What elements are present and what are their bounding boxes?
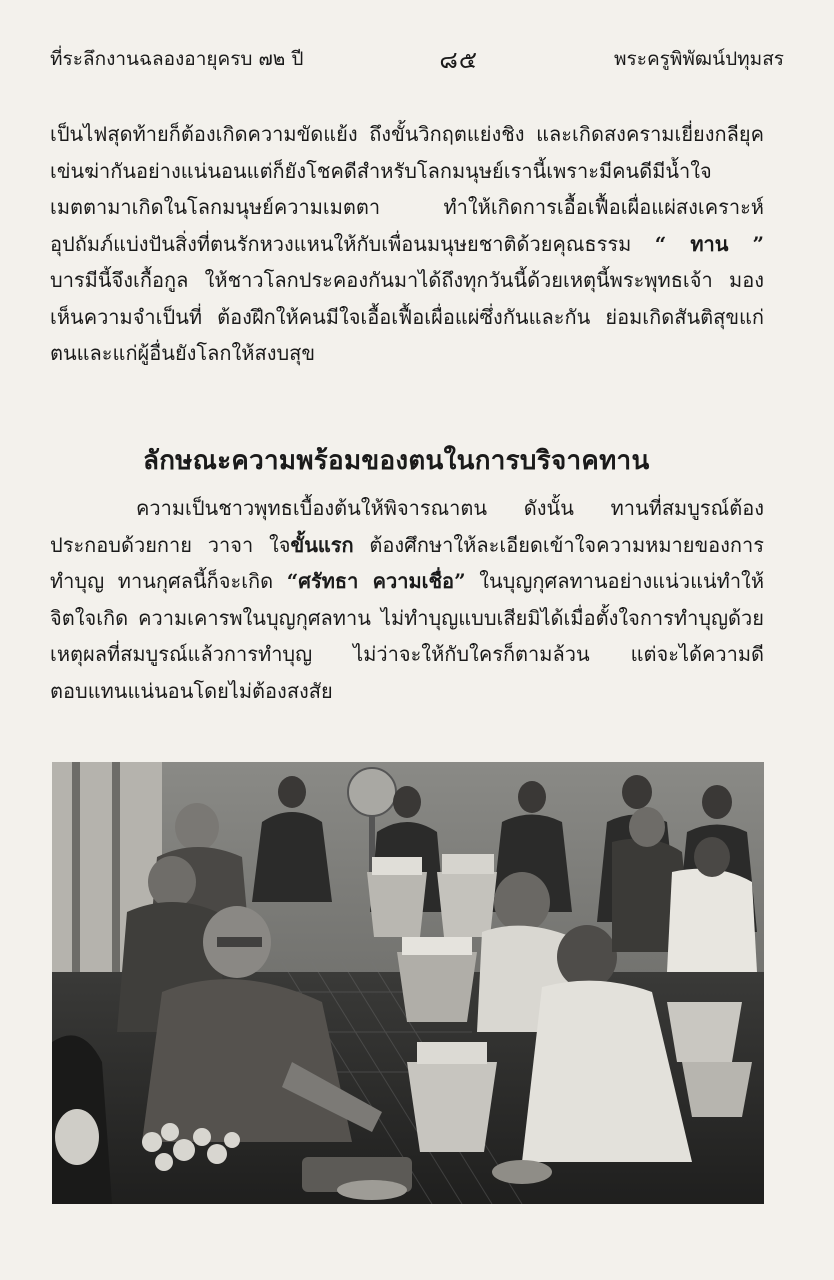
running-header: [50, 44, 784, 74]
paragraph-2-text-b: ต้องศึกษาให้ละเอียดเข้าใจความหมายของการทำบุญ ทานกุศลนี้ก็จะเกิด: [50, 532, 764, 593]
offering-ceremony-photo: [52, 762, 764, 1204]
header-left-title: ที่ระลึกงานฉลองอายุครบ ๗๒ ปี: [50, 48, 304, 70]
header-right-title: พระครูพิพัฒน์ปทุมสร: [614, 48, 784, 70]
paragraph-1-text-a: เป็นไฟสุดท้ายก็ต้องเกิดความขัดแย้ง ถึงขั้นวิกฤตแย่งชิง และเกิดสงครามเยี่ยงกลียุค เข่นฆ่ากันอย่างแน่นอนแต่ก็ยังโชคดีสำหรับโลกมนุษย์เรานี้เพราะมีคนดีมีน้ำใจเมตตามาเกิดในโลกมนุษย์ความเมตตา ทำให้เกิดการเอื้อเฟื้อเผื่อแผ่สงเคราะห์อุปถัมภ์แบ่งปันสิ่งที่ตนรักหวงแหนให้กับเพื่อนมนุษยชาติด้วยคุณธรรม: [50, 122, 764, 256]
paragraph-2-text-a: ความเป็นชาวพุทธเบื้องต้นให้พิจารณาตน ดังนั้น ทานที่สมบูรณ์ต้องประกอบด้วยกาย วาจา ใจ: [50, 496, 764, 557]
paragraph-1-bold-term: “ ทาน ”: [654, 231, 764, 256]
paragraph-1-text-b: บารมีนี้จึงเกื้อกูล ให้ชาวโลกประคองกันมาได้ถึงทุกวันนี้ด้วยเหตุนี้พระพุทธเจ้า มองเห็นความจำเป็นที่ ต้องฝึกให้คนมีใจเอื้อเฟื้อเผื่อแผ่ซึ่งกันและกัน ย่อมเกิดสันติสุขแก่ตนและแก่ผู้อื่นยังโลกให้สงบสุข: [50, 268, 764, 365]
paragraph-2-bold-faith: “ศรัทธา ความเชื่อ”: [286, 569, 466, 593]
section-heading: ลักษณะความพร้อมของตนในการบริจาคทาน: [143, 446, 650, 476]
paragraph-2-bold-first-step: ขั้นแรก: [290, 532, 354, 557]
paragraph-1: [50, 116, 764, 372]
photo-illustration: [52, 762, 764, 1204]
page-number: ๘๕: [439, 45, 479, 74]
paragraph-2: [50, 490, 764, 709]
paragraph-2-text-c: ในบุญกุศลทานอย่างแน่วแน่ทำให้จิตใจเกิด ความเคารพในบุญกุศลทาน ไม่ทำบุญแบบเสียมิได้เมื่อตั้งใจการทำบุญด้วยเหตุผลที่สมบูรณ์แล้วการทำบุญ ไม่ว่าจะให้กับใครก็ตามล้วน แต่จะได้ความดีตอบแทนแน่นอนโดยไม่ต้องสงสัย: [50, 569, 765, 703]
